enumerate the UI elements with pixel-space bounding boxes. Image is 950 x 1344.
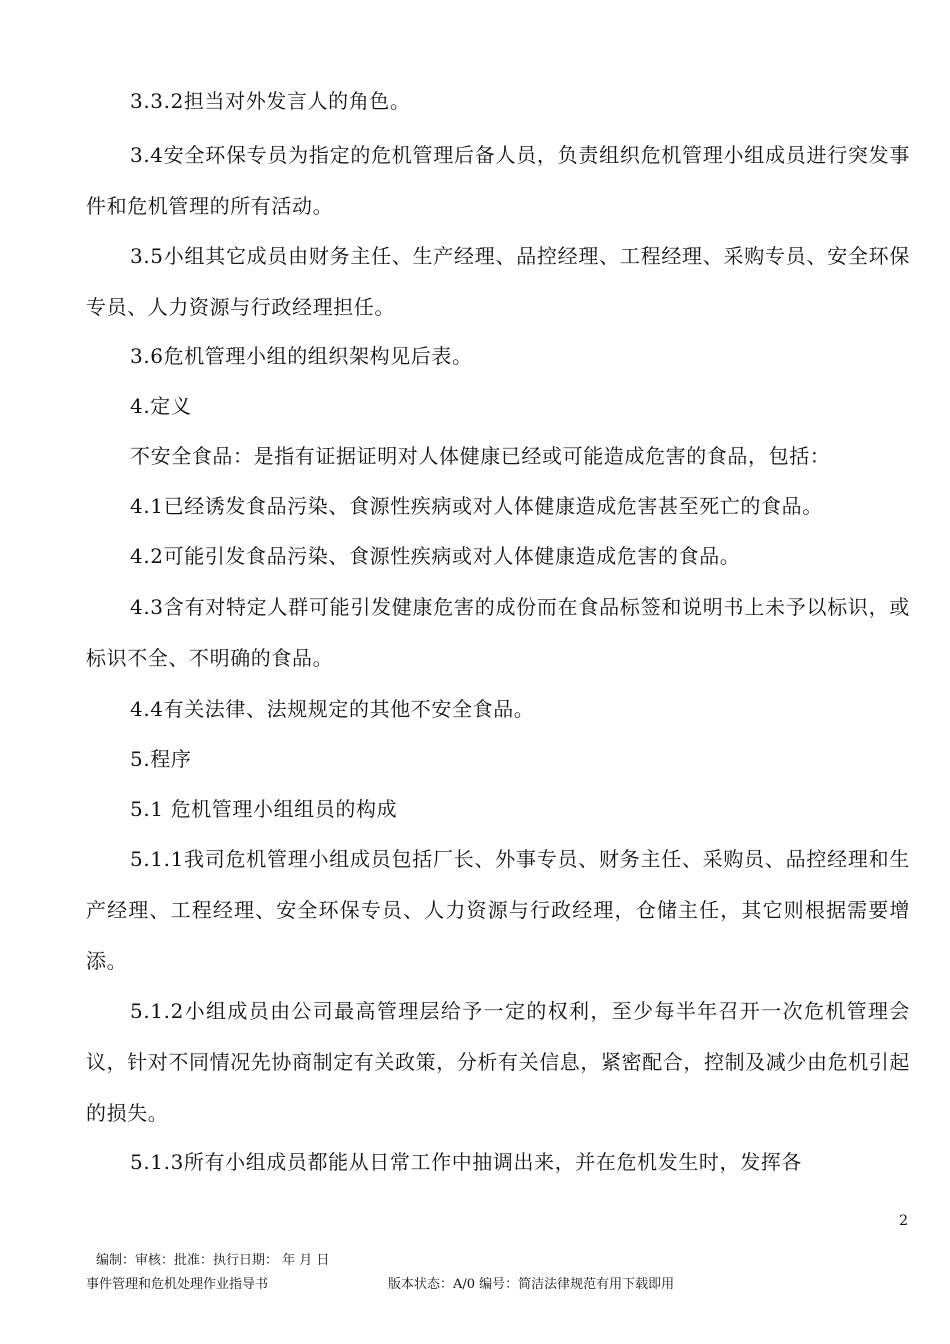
heading-procedure: 5.程序 [130,747,192,771]
paragraph-3-6: 3.6危机管理小组的组织架构见后表。 [130,344,473,368]
heading-definitions: 4.定义 [130,394,192,418]
page-number: 2 [899,1213,908,1229]
paragraph-5-1-3: 5.1.3所有小组成员都能从日常工作中抽调出来，并在危机发生时，发挥各 [130,1150,802,1174]
paragraph-4-1: 4.1已经诱发食品污染、食源性疾病或对人体健康造成危害甚至死亡的食品。 [130,494,823,518]
paragraph-5-1-1: 5.1.1我司危机管理小组成员包括厂长、外事专员、财务主任、采购员、品控经理和生产经理、工程经理、安全环保专员、人力资源与行政经理，仓储主任，其它则根据需要增添。 [86,847,910,973]
heading-5-1: 5.1 危机管理小组组员的构成 [130,797,398,821]
paragraph-5-1-2: 5.1.2小组成员由公司最高管理层给予一定的权利，至少每半年召开一次危机管理会议，针对不同情况先协商制定有关政策，分析有关信息，紧密配合，控制及减少由危机引起的损失。 [86,999,910,1125]
footer-version-info: 版本状态：A/0 编号：简洁法律规范有用下载即用 [388,1277,675,1292]
paragraph-4-4: 4.4有关法律、法规规定的其他不安全食品。 [130,697,535,721]
paragraph-4-3: 4.3含有对特定人群可能引发健康危害的成份而在食品标签和说明书上未予以标识，或标识不全、不明确的食品。 [86,595,910,670]
paragraph-3-3-2: 3.3.2担当对外发言人的角色。 [130,89,411,113]
paragraph-3-4: 3.4安全环保专员为指定的危机管理后备人员，负责组织危机管理小组成员进行突发事件和危机管理的所有活动。 [86,143,910,218]
footer-doc-title: 事件管理和危机处理作业指导书 [86,1277,269,1292]
paragraph-4-2: 4.2可能引发食品污染、食源性疾病或对人体健康造成危害的食品。 [130,544,741,568]
paragraph-3-5: 3.5小组其它成员由财务主任、生产经理、品控经理、工程经理、采购专员、安全环保专员、人力资源与行政经理担任。 [86,244,910,319]
footer-approval-line: 编制：审核：批准：执行日期： 年 月 日 [96,1253,330,1268]
paragraph-unsafe-food-definition: 不安全食品：是指有证据证明对人体健康已经或可能造成危害的食品，包括： [130,444,831,468]
footer-doc-info [86,1273,886,1292]
